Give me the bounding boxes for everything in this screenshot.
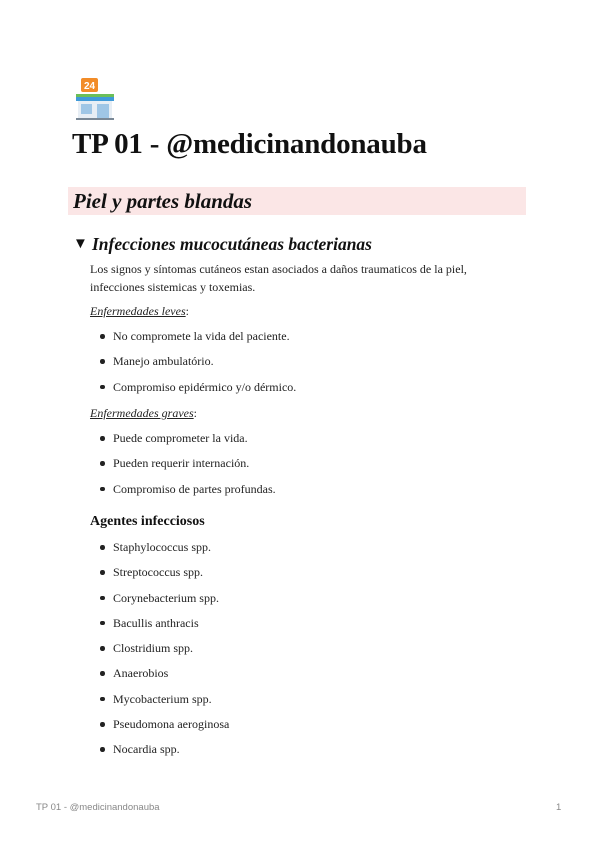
list-item-text: Nocardia spp. [113, 742, 180, 757]
mild-diseases-list [90, 327, 296, 403]
agents-heading: Agentes infecciosos [90, 514, 205, 529]
footer-page-number: 1 [556, 802, 562, 813]
bullet-icon [100, 671, 105, 676]
list-item-text: Clostridium spp. [113, 641, 194, 656]
list-item [90, 429, 276, 454]
bullet-icon [100, 646, 105, 651]
list-item [90, 639, 229, 664]
list-item-text: Staphylococcus spp. [113, 540, 211, 554]
svg-text:24: 24 [83, 81, 96, 92]
severe-label-colon: : [193, 406, 197, 420]
bullet-icon [100, 334, 105, 339]
bullet-icon [100, 722, 105, 727]
list-item [90, 538, 229, 563]
list-item [90, 664, 229, 689]
bullet-icon [100, 545, 105, 550]
section-heading: Piel y partes blandas [73, 189, 253, 213]
intro-paragraph [90, 260, 510, 296]
mild-diseases-label [90, 302, 510, 320]
list-item [90, 740, 229, 765]
severe-diseases-label [90, 404, 510, 422]
list-item [90, 614, 229, 639]
page-title: TP 01 - @medicinandonauba [72, 128, 427, 160]
subsection-heading[interactable]: Infecciones mucocutáneas bacterianas [92, 234, 372, 254]
list-item [90, 589, 229, 614]
bullet-icon [100, 487, 105, 492]
intro-line-2: infecciones sistemicas y toxemias. [90, 280, 256, 294]
list-item-text: Mycobacterium spp. [113, 691, 212, 706]
footer-title: TP 01 - @medicinandonauba [36, 802, 160, 813]
list-item [90, 563, 229, 588]
bullet-icon [100, 596, 105, 601]
toggle-triangle-icon[interactable]: ▼ [73, 236, 88, 252]
list-item-text: No compromete la vida del paciente. [113, 329, 290, 343]
list-item-text: Puede comprometer la vida. [113, 431, 248, 445]
list-item-text: Manejo ambulatório. [113, 354, 214, 369]
agents-list [90, 538, 229, 766]
bullet-icon [100, 461, 105, 466]
severe-label-text: Enfermedades graves [90, 406, 194, 420]
bullet-icon [100, 697, 105, 702]
list-item [90, 480, 276, 505]
severe-diseases-list [90, 429, 276, 505]
bullet-icon [100, 747, 105, 752]
list-item-text: Streptococcus spp. [113, 565, 203, 580]
list-item-text: Anaerobios [113, 666, 169, 681]
list-item [90, 715, 229, 740]
intro-line-1: Los signos y síntomas cutáneos estan asociados a daños traumaticos de la piel, [90, 262, 467, 276]
list-item-text: Pseudomona aeroginosa [113, 717, 230, 732]
list-item [90, 454, 276, 479]
list-item [90, 352, 296, 377]
list-item-text: Corynebacterium spp. [113, 590, 219, 605]
mild-label-colon: : [185, 304, 189, 318]
bullet-icon [100, 385, 105, 390]
bullet-icon [100, 359, 105, 364]
list-item-text: Pueden requerir internación. [113, 456, 250, 471]
list-item [90, 378, 296, 403]
list-item [90, 690, 229, 715]
bullet-icon [100, 436, 105, 441]
mild-label-text: Enfermedades leves [90, 304, 186, 318]
list-item-text: Compromiso de partes profundas. [113, 481, 276, 496]
bullet-icon [100, 621, 105, 626]
bullet-icon [100, 570, 105, 575]
list-item-text: Compromiso epidérmico y/o dérmico. [113, 379, 297, 394]
convenience-store-24-icon [75, 78, 115, 120]
list-item-text: Bacullis anthracis [113, 615, 199, 630]
list-item [90, 327, 296, 352]
